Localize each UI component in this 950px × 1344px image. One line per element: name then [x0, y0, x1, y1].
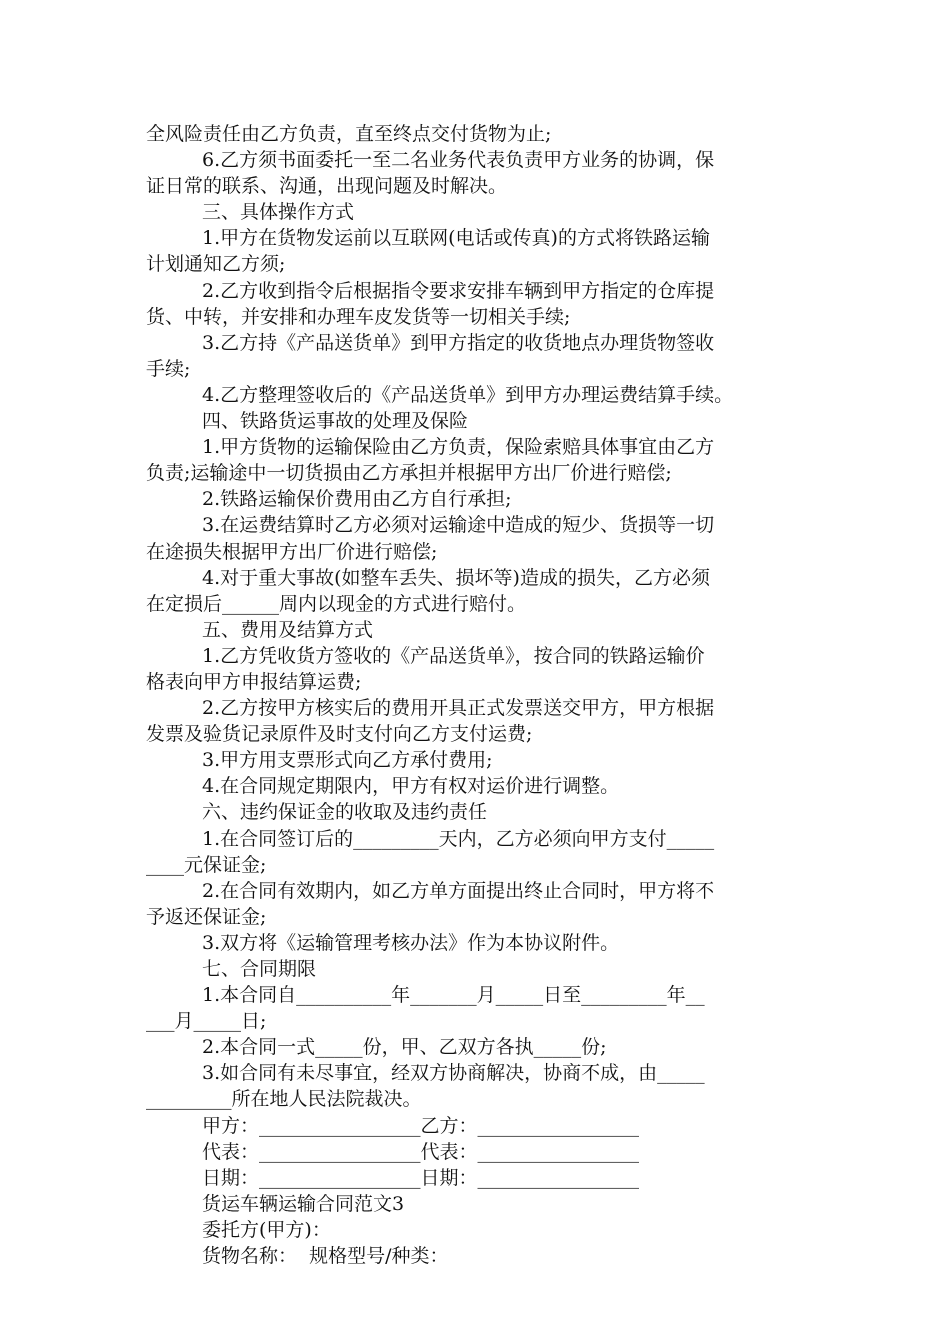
text-line-principal: 委托方(甲方)：: [202, 1218, 331, 1241]
text-line-7: 2.乙方收到指令后根据指令要求安排车辆到甲方指定的仓库提: [202, 279, 715, 302]
section-heading-7: 七、合同期限: [202, 958, 317, 980]
text-line-37: 3.如合同有未尽事宜，经双方协商解决，协商不成，由_____: [202, 1062, 705, 1085]
text-line-18: 4.对于重大事故(如整车丢失、损坏等)造成的损失，乙方必须: [202, 566, 710, 589]
section-heading-5: 五、费用及结算方式: [202, 618, 374, 641]
contract-text: [146, 121, 826, 1269]
text-line-goods-name: 货物名称： 规格型号/种类：: [202, 1245, 449, 1268]
text-line-26: 4.在合同规定期限内，甲方有权对运价进行调整。: [202, 775, 620, 798]
signature-line-date: 日期：_________________日期：_________________: [202, 1166, 640, 1189]
text-line-34: 1.本合同自__________年_______月_____日至_________年__: [202, 984, 705, 1007]
text-line-38: _________所在地人民法院裁决。: [146, 1088, 422, 1111]
text-line-31: 予返还保证金;: [146, 905, 267, 928]
text-line-9: 3.乙方持《产品送货单》到甲方指定的收货地点办理货物签收: [202, 331, 715, 354]
text-line-21: 1.乙方凭收货方签收的《产品送货单》，按合同的铁路运输价: [202, 644, 705, 667]
section-heading-6: 六、违约保证金的收取及违约责任: [202, 801, 488, 824]
text-line-10: 手续;: [146, 357, 191, 380]
text-line-13: 1.甲方货物的运输保险由乙方负责，保险索赔具体事宜由乙方: [202, 436, 715, 459]
text-line-5: 1.甲方在货物发运前以互联网(电话或传真)的方式将铁路运输: [202, 227, 710, 250]
text-line-2: 6.乙方须书面委托一至二名业务代表负责甲方业务的协调，保: [202, 149, 715, 172]
section-heading-3: 三、具体操作方式: [202, 201, 355, 224]
section-heading-4: 四、铁路货运事故的处理及保险: [202, 410, 469, 433]
text-line-25: 3.甲方用支票形式向乙方承付费用;: [202, 749, 493, 772]
next-document-title: 货运车辆运输合同范文3: [202, 1192, 405, 1215]
text-line-17: 在途损失根据甲方出厂价进行赔偿;: [146, 540, 438, 563]
text-line-30: 2.在合同有效期内，如乙方单方面提出终止合同时，甲方将不: [202, 879, 715, 902]
text-line-36: 2.本合同一式_____份，甲、乙双方各执_____份;: [202, 1036, 607, 1059]
text-line-16: 3.在运费结算时乙方必须对运输途中造成的短少、货损等一切: [202, 514, 715, 537]
text-line-35: ___月_____日;: [146, 1010, 267, 1033]
text-line-3: 证日常的联系、沟通，出现问题及时解决。: [146, 175, 508, 198]
text-line-6: 计划通知乙方须;: [146, 253, 286, 276]
signature-line-representative: 代表：_________________代表：_________________: [202, 1140, 640, 1163]
text-line-23: 2.乙方按甲方核实后的费用开具正式发票送交甲方，甲方根据: [202, 697, 715, 720]
text-line-8: 货、中转，并安排和办理车皮发货等一切相关手续;: [146, 305, 571, 328]
text-line-22: 格表向甲方申报结算运费;: [146, 670, 362, 693]
text-line-32: 3.双方将《运输管理考核办法》作为本协议附件。: [202, 931, 620, 954]
text-line-15: 2.铁路运输保价费用由乙方自行承担;: [202, 488, 512, 511]
text-line-11: 4.乙方整理签收后的《产品送货单》到甲方办理运费结算手续。: [202, 383, 734, 406]
text-line-19: 在定损后______周内以现金的方式进行赔付。: [146, 592, 527, 615]
text-line-28: 1.在合同签订后的_________天内，乙方必须向甲方支付_____: [202, 827, 715, 850]
text-line-29: ____元保证金;: [146, 853, 267, 876]
text-line-14: 负责;运输途中一切货损由乙方承担并根据甲方出厂价进行赔偿;: [146, 462, 672, 485]
text-line-1: 全风险责任由乙方负责，直至终点交付货物为止;: [146, 123, 552, 145]
text-line-24: 发票及验货记录原件及时支付向乙方支付运费;: [146, 723, 533, 746]
signature-line-party-a-b: 甲方：_________________乙方：_________________: [202, 1114, 640, 1137]
